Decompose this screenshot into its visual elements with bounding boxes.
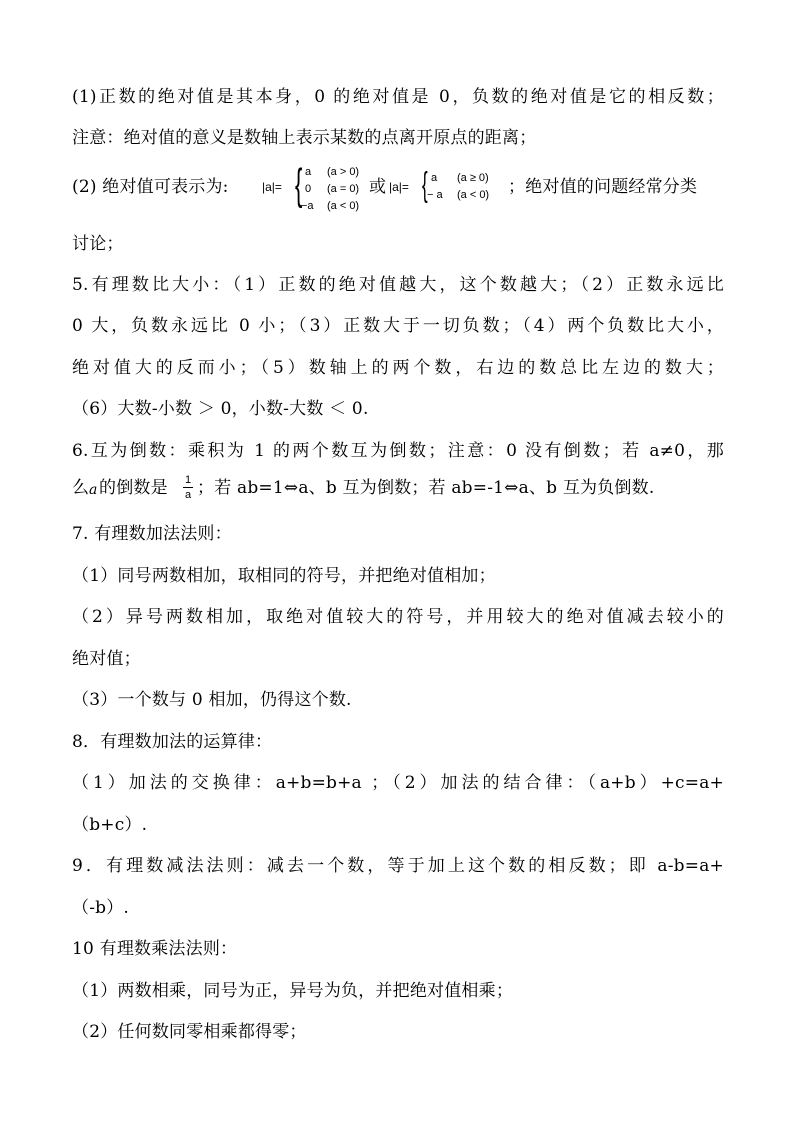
text-line: 绝对值大的反而小；（5）数轴上的两个数，右边的数总比左边的数大； [72,358,724,378]
text-line: （1）两数相乘，同号为正，异号为负，并把绝对值相乘； [72,981,514,1001]
text-line: 讨论； [72,234,124,254]
text-line: 7. 有理数加法法则： [72,524,232,544]
text-line: 0 大，负数永远比 0 小；（3）正数大于一切负数；（4）两个负数比大小， [72,316,724,336]
text-line: (1)正数的绝对值是其本身，0 的绝对值是 0，负数的绝对值是它的相反数； [72,87,724,107]
formula-lhs: |a|= [389,180,409,194]
fraction-one-over-a [183,474,193,501]
case-value: a [305,166,312,178]
text-line: 9．有理数减法法则：减去一个数，等于加上这个数的相反数；即 a-b=a+ [72,856,724,876]
text-line: （2）异号两数相加，取绝对值较大的符号，并用较大的绝对值减去较小的 [72,607,724,627]
variable-a: a [89,482,98,498]
case-value: − a [427,189,443,201]
case-condition: (a < 0) [327,200,360,212]
text-line: （2）任何数同零相乘都得零； [72,1022,307,1042]
case-value: a [431,172,438,184]
text-or: 或 [369,177,387,197]
text-line-prefix: 么 [72,478,90,498]
formula-lhs: |a|= [262,180,282,194]
text-line: 绝对值； [72,649,141,669]
text-line-suffix: ；绝对值的问题经常分类 [508,177,698,197]
text-line: 6.互为倒数：乘积为 1 的两个数互为倒数；注意：0 没有倒数；若 a≠0，那 [72,441,724,461]
text-line: 10 有理数乘法法则： [72,939,238,959]
text-line: （1）同号两数相加，取相同的符号，并把绝对值相加； [72,566,496,586]
case-condition: (a > 0) [327,166,360,178]
case-condition: (a < 0) [457,189,490,201]
text-line: 5.有理数比大小：（1）正数的绝对值越大，这个数越大；（2）正数永远比 [72,275,724,295]
case-value: −a [301,200,314,212]
text-line: （b+c）. [72,815,148,835]
case-condition: (a ≥ 0) [457,172,489,184]
case-condition: (a = 0) [327,183,360,195]
left-brace-icon: { [295,160,303,209]
fraction-denominator: a [184,489,192,501]
text-line-rest: ；若 ab=1⇔a、b 互为倒数；若 ab=-1⇔a、b 互为负倒数. [197,478,655,498]
text-line: 8．有理数加法的运算律： [72,732,273,752]
text-line-mid: 的倒数是 [99,478,168,498]
text-line: 注意：绝对值的意义是数轴上表示某数的点离开原点的距离； [72,128,537,148]
text-line: （-b）. [72,898,130,918]
case-value: 0 [305,183,312,195]
text-line: （1）加法的交换律：a+b=b+a ；（2）加法的结合律：（a+b）+c=a+ [72,773,724,793]
text-line-prefix: (2) 绝对值可表示为: [72,177,229,197]
left-brace-icon: { [422,166,428,204]
fraction-bar [183,487,193,488]
text-line: （3）一个数与 0 相加，仍得这个数. [72,690,352,710]
text-line: （6）大数-小数 ＞ 0，小数-大数 ＜ 0. [72,399,369,419]
fraction-numerator: 1 [184,474,192,486]
